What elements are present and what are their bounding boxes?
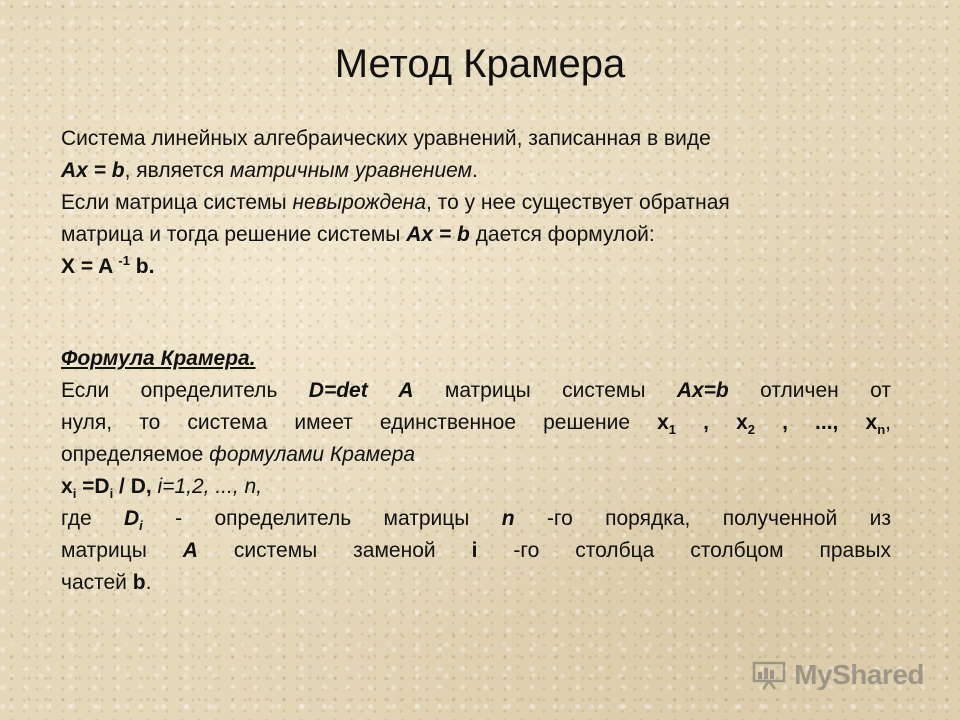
presentation-icon [752, 660, 786, 690]
intro-paragraph [61, 123, 921, 283]
cramer-line-1: Если определитель D=det A матрицы системы Ax=b отличен от [61, 379, 891, 402]
watermark-text: MyShared [794, 659, 924, 690]
intro-line-3: Если матрица системы невырождена, то у нее существует обратная [61, 191, 730, 214]
cramer-section [61, 343, 891, 599]
cramer-line-2: нуля, то система имеет единственное решение $x_1$ , $x_2$ , ..., $x_n$, [61, 411, 891, 438]
cramer-line-6: матрицы A системы заменой i -го столбца столбцом правых [61, 539, 891, 562]
watermark [752, 658, 924, 692]
intro-line-2: Ax = b, является матричным уравнением. [61, 159, 478, 182]
slide-title: Метод Крамера [334, 42, 626, 86]
cramer-line-3: определяемое формулами Крамера [61, 443, 416, 466]
cramer-line-5: где $D_i$ - определитель матрицы n -го порядка, полученной из [61, 507, 891, 534]
cramer-heading: Формула Крамера. [61, 347, 256, 370]
cramer-formula: $x_i =D_i / D$, i=1,2, ..., n, [61, 475, 263, 502]
intro-line-4: матрица и тогда решение системы Ax = b дается формулой: [61, 223, 655, 246]
intro-line-1: Система линейных алгебраических уравнений, записанная в виде [61, 127, 711, 150]
cramer-line-7: частей b. [61, 571, 152, 594]
inverse-formula: X = A $^{-1}$ b. [61, 253, 155, 278]
